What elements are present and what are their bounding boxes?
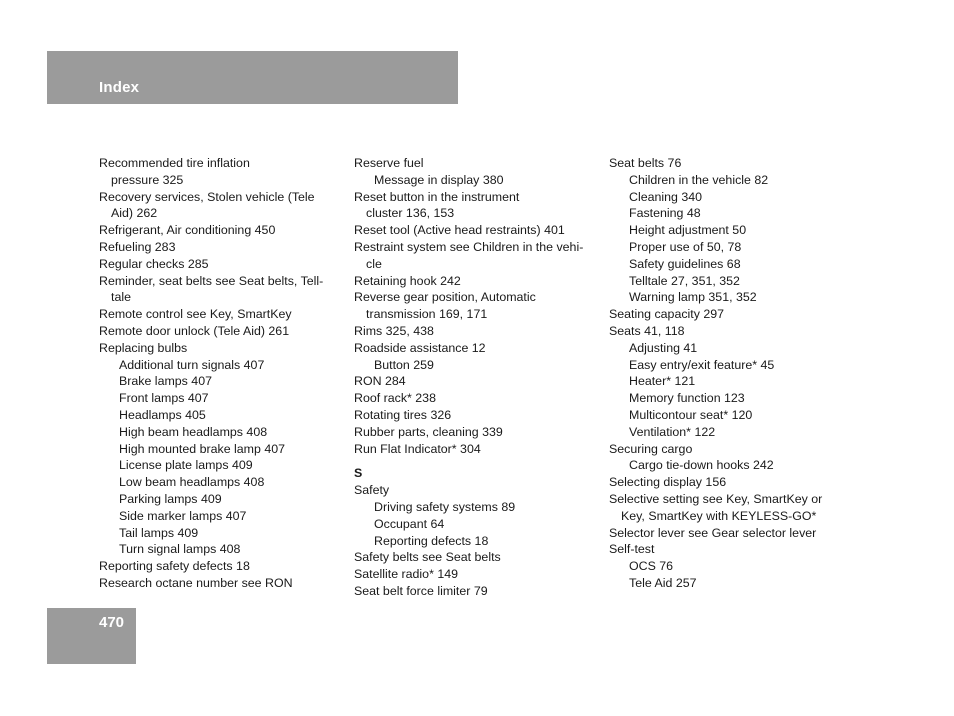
- index-subentry: Brake lamps 407: [119, 374, 212, 389]
- index-subentry: Occupant 64: [374, 516, 445, 531]
- index-subentry: Reporting defects 18: [374, 533, 489, 548]
- index-entry: Rims 325, 438: [354, 323, 434, 338]
- index-entry: RON 284: [354, 374, 406, 389]
- index-subentry: Driving safety systems 89: [374, 499, 516, 514]
- index-entry: Restraint system see Children in the vehi-: [354, 239, 584, 254]
- index-entry: Reset tool (Active head restraints) 401: [354, 223, 565, 238]
- index-subentry: Proper use of 50, 78: [629, 239, 742, 254]
- index-subentry: Cargo tie-down hooks 242: [629, 458, 774, 473]
- index-entry: Safety belts see Seat belts: [354, 550, 501, 565]
- index-entry: Refrigerant, Air conditioning 450: [99, 223, 276, 238]
- section-letter: S: [354, 466, 363, 481]
- index-entry: Selector lever see Gear selector lever: [609, 525, 817, 540]
- index-entry: Safety: [354, 483, 390, 498]
- index-entry: Rotating tires 326: [354, 407, 452, 422]
- index-subentry: Message in display 380: [374, 172, 504, 187]
- index-subentry: Turn signal lamps 408: [119, 542, 241, 557]
- index-subentry: Telltale 27, 351, 352: [629, 273, 740, 288]
- index-subentry: OCS 76: [629, 559, 674, 574]
- index-subentry: License plate lamps 409: [119, 458, 253, 473]
- index-entry: Reserve fuel: [354, 156, 424, 170]
- index-subentry: Warning lamp 351, 352: [629, 290, 757, 305]
- index-entry: Regular checks 285: [99, 256, 209, 271]
- index-subentry: Parking lamps 409: [119, 491, 222, 506]
- index-entry: Roadside assistance 12: [354, 340, 486, 355]
- index-entry: Recommended tire inflation: [99, 156, 250, 170]
- index-entry: Reminder, seat belts see Seat belts, Tell-: [99, 273, 324, 288]
- index-column-2: [354, 155, 594, 600]
- index-entry: Satellite radio* 149: [354, 567, 459, 582]
- index-subentry: Side marker lamps 407: [119, 508, 247, 523]
- index-subentry: Children in the vehicle 82: [629, 172, 769, 187]
- index-entry: Reporting safety defects 18: [99, 559, 250, 574]
- page-number: 470: [99, 614, 125, 631]
- index-subentry: Headlamps 405: [119, 407, 206, 422]
- index-subentry: Memory function 123: [629, 391, 745, 406]
- index-entry: pressure 325: [111, 172, 184, 187]
- index-entry: cle: [366, 256, 382, 271]
- index-entry: Remote door unlock (Tele Aid) 261: [99, 323, 290, 338]
- index-subentry: Low beam headlamps 408: [119, 475, 265, 490]
- index-column-3: [609, 155, 849, 592]
- index-subentry: Easy entry/exit feature* 45: [629, 357, 775, 372]
- index-subentry: Safety guidelines 68: [629, 256, 741, 271]
- index-entry: Self-test: [609, 542, 655, 557]
- index-entry: cluster 136, 153: [366, 206, 455, 221]
- index-subentry: High mounted brake lamp 407: [119, 441, 285, 456]
- index-subentry: Adjusting 41: [629, 340, 698, 355]
- index-subentry: Cleaning 340: [629, 189, 703, 204]
- index-subentry: Ventilation* 122: [629, 424, 716, 439]
- index-entry: Roof rack* 238: [354, 391, 436, 406]
- index-entry: Selective setting see Key, SmartKey or: [609, 491, 823, 506]
- index-subentry: Button 259: [374, 357, 434, 372]
- index-entry: Seats 41, 118: [609, 323, 685, 338]
- index-entry: Refueling 283: [99, 239, 176, 254]
- index-entry: Retaining hook 242: [354, 273, 461, 288]
- index-entry: Securing cargo: [609, 441, 693, 456]
- index-entry: Run Flat Indicator* 304: [354, 441, 481, 456]
- index-entry: Replacing bulbs: [99, 340, 188, 355]
- index-subentry: Tele Aid 257: [629, 575, 697, 590]
- index-subentry: Additional turn signals 407: [119, 357, 265, 372]
- index-entry: Remote control see Key, SmartKey: [99, 307, 292, 322]
- index-entry: transmission 169, 171: [366, 307, 488, 322]
- page-title: Index: [99, 79, 140, 96]
- index-entry: Research octane number see RON: [99, 575, 293, 590]
- index-entry: Seat belt force limiter 79: [354, 583, 488, 598]
- index-subentry: Heater* 121: [629, 374, 696, 389]
- index-subentry: Tail lamps 409: [119, 525, 199, 540]
- index-entry: tale: [111, 290, 131, 305]
- index-entry: Aid) 262: [111, 206, 158, 221]
- index-entry: Rubber parts, cleaning 339: [354, 424, 503, 439]
- index-entry: Reset button in the instrument: [354, 189, 520, 204]
- index-entry: Recovery services, Stolen vehicle (Tele: [99, 189, 315, 204]
- index-column-1: [99, 155, 339, 592]
- index-entry: Key, SmartKey with KEYLESS-GO*: [621, 508, 817, 523]
- index-entry: Reverse gear position, Automatic: [354, 290, 536, 305]
- index-subentry: High beam headlamps 408: [119, 424, 268, 439]
- index-entry: Seating capacity 297: [609, 307, 725, 322]
- index-subentry: Front lamps 407: [119, 391, 209, 406]
- index-subentry: Height adjustment 50: [629, 223, 747, 238]
- index-subentry: Fastening 48: [629, 206, 701, 221]
- index-entry: Seat belts 76: [609, 156, 682, 170]
- header-bar: [47, 51, 458, 104]
- index-subentry: Multicontour seat* 120: [629, 407, 753, 422]
- index-entry: Selecting display 156: [609, 475, 727, 490]
